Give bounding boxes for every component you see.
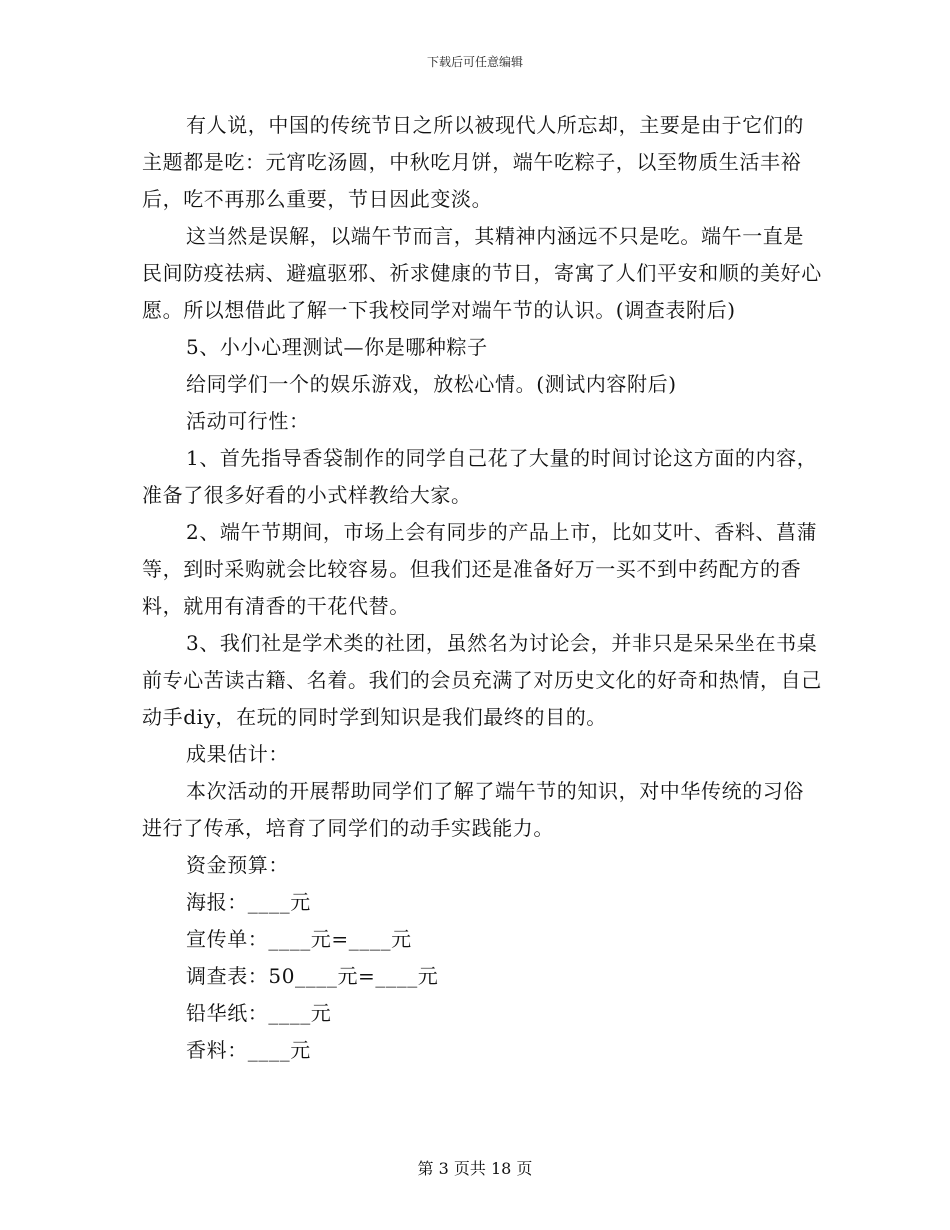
- heading-feasibility: 活动可行性：: [186, 409, 310, 433]
- heading-budget: 资金预算：: [186, 853, 289, 877]
- paragraph-misunderstanding: 这当然是误解，以端午节而言，其精神内涵远不只是吃。端午一直是民间防疫祛病、避瘟驱邪、祈求健康的节日，寄寓了人们平安和顺的美好心愿。所以想借此了解一下我校同学对端午节的认识。(调查表附后): [142, 224, 822, 322]
- budget-item-spice: 香料：____元: [186, 1038, 311, 1062]
- budget-item-flyer: 宣传单：____元=____元: [186, 927, 412, 951]
- budget-item-paper: 铅华纸：____元: [186, 1001, 332, 1025]
- heading-results: 成果估计：: [186, 742, 289, 766]
- paragraph-psych-test-desc: 给同学们一个的娱乐游戏，放松心情。(测试内容附后): [186, 372, 677, 396]
- page-footer: 第 3 页共 18 页: [417, 1159, 533, 1178]
- paragraph-intro: 有人说，中国的传统节日之所以被现代人所忘却，主要是由于它们的主题都是吃：元宵吃汤圆，中秋吃月饼，端午吃粽子，以至物质生活丰裕后，吃不再那么重要，节日因此变淡。: [142, 113, 804, 211]
- page-header: 下载后可任意编辑: [426, 55, 523, 69]
- feasibility-item-2: 2、端午节期间，市场上会有同步的产品上市，比如艾叶、香料、菖蒲等，到时采购就会比较容易。但我们还是准备好万一买不到中药配方的香料，就用有清香的干花代替。: [142, 520, 818, 618]
- document-body: [142, 107, 822, 1069]
- section-psych-test: 5、小小心理测试—你是哪种粽子: [186, 335, 488, 359]
- feasibility-item-3: 3、我们社是学术类的社团，虽然名为讨论会，并非只是呆呆坐在书桌前专心苦读古籍、名着。我们的会员充满了对历史文化的好奇和热情，自己动手diy，在玩的同时学到知识是我们最终的目的。: [142, 631, 822, 729]
- budget-item-poster: 海报：____元: [186, 890, 311, 914]
- budget-item-survey: 调查表：50____元=____元: [186, 964, 439, 988]
- feasibility-item-1: 1、首先指导香袋制作的同学自己花了大量的时间讨论这方面的内容，准备了很多好看的小式样教给大家。: [142, 446, 818, 507]
- paragraph-results: 本次活动的开展帮助同学们了解了端午节的知识，对中华传统的习俗进行了传承，培育了同学们的动手实践能力。: [142, 779, 804, 840]
